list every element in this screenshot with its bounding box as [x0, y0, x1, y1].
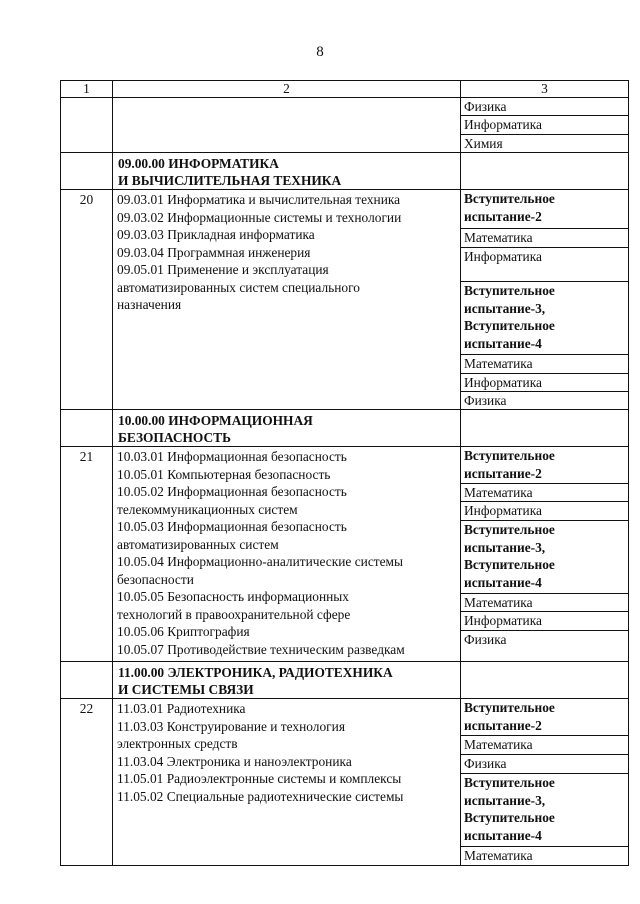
continuation-row: [61, 98, 629, 153]
section-title-line: 11.00.00 ЭЛЕКТРОНИКА, РАДИОТЕХНИКА: [118, 665, 393, 680]
exam-group-label: Вступительное испытание-3, Вступительное испытание-4: [461, 774, 628, 847]
exam-group-label: Вступительное испытание-2: [461, 699, 628, 736]
page-number: 8: [316, 44, 324, 60]
specialty-row: [61, 447, 629, 662]
specialty-line: 10.05.04 Информационно-аналитические системы: [117, 554, 404, 569]
exam-subject: Информатика: [461, 612, 628, 631]
specialty-line: 11.05.02 Специальные радиотехнические системы: [117, 788, 404, 804]
specialty-row: [61, 190, 629, 410]
exam-subject: Физика: [461, 755, 628, 774]
specialty-line: 11.03.03 Конструирование и технология: [117, 718, 345, 734]
specialty-line: 10.05.05 Безопасность информационных: [117, 589, 349, 604]
specialty-line: 11.03.04 Электроника и наноэлектроника: [117, 753, 352, 769]
specialty-line: 10.03.01 Информационная безопасность: [117, 449, 347, 464]
admission-table: [60, 80, 629, 866]
specialty-line: 10.05.03 Информационная безопасность: [117, 519, 347, 534]
header-cell-3: 3: [461, 81, 629, 98]
specialty-line: 09.03.01 Информатика и вычислительная техника: [117, 192, 401, 207]
exam-subject: Химия: [464, 136, 503, 151]
section-title-line: И СИСТЕМЫ СВЯЗИ: [118, 682, 254, 697]
row-number: 20: [61, 190, 113, 410]
exam-subject: Математика: [464, 848, 533, 863]
section-title: [113, 662, 461, 699]
specialty-list: [113, 447, 461, 662]
exam-group-label: Вступительное испытание-3, Вступительное испытание-4: [461, 521, 628, 594]
exam-group-label: Вступительное испытание-2: [461, 190, 628, 229]
exam-subject: Физика: [464, 632, 507, 647]
exam-subject: Информатика: [461, 116, 628, 135]
specialty-line: 11.05.01 Радиоэлектронные системы и комплексы: [117, 771, 402, 786]
specialty-line: 09.05.01 Применение и эксплуатация: [117, 262, 329, 277]
specialty-line: 10.05.01 Компьютерная безопасность: [117, 466, 331, 482]
row-number: 22: [61, 699, 113, 866]
specialty-list: [113, 190, 461, 410]
section-title: [113, 410, 461, 447]
specialty-line: 10.05.07 Противодействие техническим разведкам: [117, 641, 405, 657]
exam-subject: Математика: [461, 736, 628, 755]
specialty-line: 09.03.04 Программная инженерия: [117, 244, 311, 260]
exam-subject: Информатика: [461, 248, 628, 282]
row-number: 21: [61, 447, 113, 662]
section-title-row: [61, 662, 629, 699]
exam-subject: Физика: [464, 393, 507, 408]
exam-list: [461, 190, 629, 410]
specialty-line: назначения: [117, 297, 182, 312]
specialty-line: 11.03.01 Радиотехника: [117, 701, 246, 716]
section-title-line: И ВЫЧИСЛИТЕЛЬНАЯ ТЕХНИКА: [118, 173, 342, 188]
section-title: [113, 153, 461, 190]
section-title-row: [61, 153, 629, 190]
header-cell-1: 1: [61, 81, 113, 98]
exam-list: [461, 699, 629, 866]
specialty-line: 10.05.02 Информационная безопасность: [117, 484, 347, 499]
specialty-list: [113, 699, 461, 866]
exam-list: [461, 447, 629, 662]
exam-subject: Физика: [461, 98, 628, 116]
specialty-line: технологий в правоохранительной сфере: [117, 606, 351, 622]
specialty-line: 09.03.02 Информационные системы и технологии: [117, 209, 402, 225]
exam-subject: Математика: [461, 484, 628, 502]
specialty-line: 10.05.06 Криптография: [117, 624, 250, 639]
specialty-line: автоматизированных систем: [117, 536, 279, 552]
specialty-line: 09.03.03 Прикладная информатика: [117, 227, 315, 242]
specialty-line: электронных средств: [117, 736, 238, 751]
section-title-row: [61, 410, 629, 447]
exam-subject: Математика: [461, 594, 628, 612]
specialty-line: автоматизированных систем специального: [117, 279, 360, 295]
specialty-row: [61, 699, 629, 866]
exam-subject: Информатика: [461, 374, 628, 392]
section-title-line: 09.00.00 ИНФОРМАТИКА: [118, 156, 279, 171]
exam-subject: Математика: [461, 229, 628, 248]
section-title-line: БЕЗОПАСНОСТЬ: [118, 430, 231, 445]
specialty-line: телекоммуникационных систем: [117, 501, 298, 517]
header-cell-2: 2: [113, 81, 461, 98]
specialty-line: безопасности: [117, 571, 194, 587]
exam-subject: Математика: [461, 355, 628, 374]
section-title-line: 10.00.00 ИНФОРМАЦИОННАЯ: [118, 413, 313, 428]
exam-subject: Информатика: [461, 502, 628, 521]
exam-group-label: Вступительное испытание-3, Вступительное испытание-4: [461, 282, 628, 355]
header-row: [61, 81, 629, 98]
exam-group-label: Вступительное испытание-2: [461, 447, 628, 484]
